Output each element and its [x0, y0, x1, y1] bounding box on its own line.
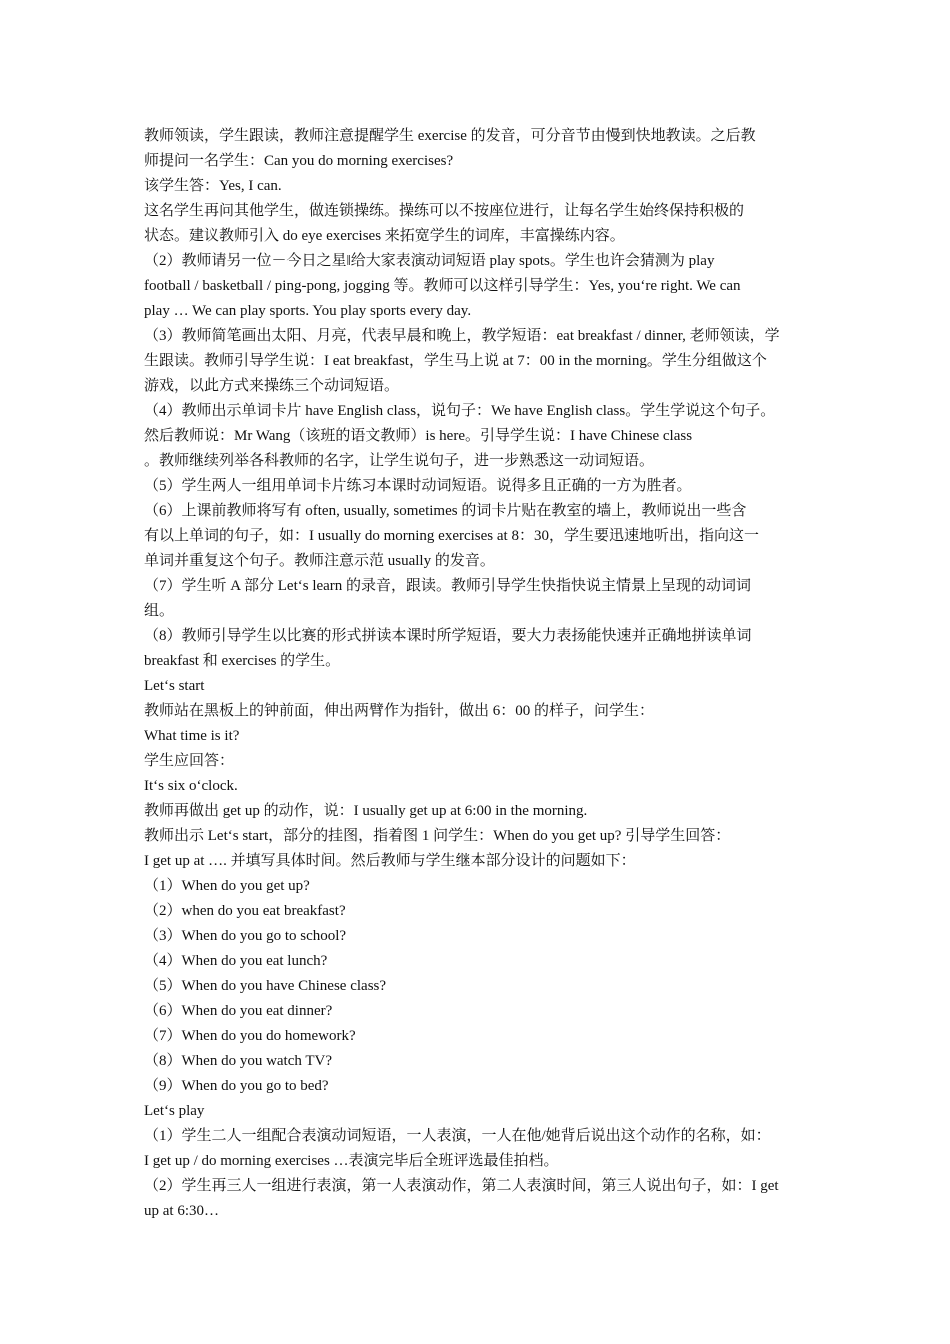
text-line: （4）教师出示单词卡片 have English class，说句子：We have English class。学生学说这个句子。 — [144, 403, 776, 419]
text-line: （5）学生两人一组用单词卡片练习本课时动词短语。说得多且正确的一方为胜者。 — [144, 478, 692, 494]
text-line: 单词并重复这个句子。教师注意示范 usually 的发音。 — [144, 553, 495, 569]
question-item: （7）When do you do homework? — [144, 1028, 356, 1044]
text-line: 然后教师说：Mr Wang（该班的语文教师）is here。引导学生说：I have Chinese class — [144, 428, 693, 444]
text-line: 学生应回答： — [144, 753, 235, 769]
text-line: 状态。建议教师引入 do eye exercises 来拓宽学生的词库，丰富操练内容。 — [144, 228, 625, 244]
text-line: （1）学生二人一组配合表演动词短语，一人表演，一人在他/她背后说出这个动作的名称，如： — [144, 1128, 771, 1144]
text-line: 有以上单词的句子，如：I usually do morning exercises at 8：30，学生要迅速地听出，指向这一 — [144, 528, 759, 544]
text-line: 师提问一名学生：Can you do morning exercises? — [144, 153, 454, 169]
text-line: 该学生答：Yes, I can. — [144, 178, 282, 194]
question-item: （1）When do you get up? — [144, 878, 310, 894]
text-line: （2）学生再三人一组进行表演，第一人表演动作，第二人表演时间，第三人说出句子，如：I get — [144, 1178, 779, 1194]
question-item: （9）When do you go to bed? — [144, 1078, 329, 1094]
text-line: breakfast 和 exercises 的学生。 — [144, 653, 341, 669]
text-line: 游戏，以此方式来操练三个动词短语。 — [144, 378, 400, 394]
section-heading: Let‘s start — [144, 678, 205, 694]
text-line: football / basketball / ping-pong, jogging 等。教师可以这样引导学生：Yes, you‘re right. We can — [144, 278, 741, 294]
text-line: I get up at …. 并填写具体时间。然后教师与学生继本部分设计的问题如下： — [144, 853, 636, 869]
question-item: （5）When do you have Chinese class? — [144, 978, 387, 994]
text-line: 组。 — [144, 603, 175, 619]
text-line: What time is it? — [144, 728, 240, 744]
text-line: 教师站在黑板上的钟前面，伸出两臂作为指针，做出 6：00 的样子，问学生： — [144, 703, 655, 719]
text-line: It‘s six o‘clock. — [144, 778, 238, 794]
text-line: 生跟读。教师引导学生说：I eat breakfast，学生马上说 at 7：00 in the morning。学生分组做这个 — [144, 353, 767, 369]
text-line: 教师出示 Let‘s start，部分的挂图，指着图 1 问学生：When do you get up? 引导学生回答： — [144, 828, 731, 844]
text-line: 教师领读，学生跟读，教师注意提醒学生 exercise 的发音，可分音节由慢到快地教读。之后教 — [144, 128, 756, 144]
question-item: （8）When do you watch TV? — [144, 1053, 333, 1069]
section-heading: Let‘s play — [144, 1103, 205, 1119]
text-line: I get up / do morning exercises …表演完毕后全班评选最佳拍档。 — [144, 1153, 559, 1169]
text-line: 教师再做出 get up 的动作，说：I usually get up at 6:00 in the morning. — [144, 803, 588, 819]
text-line: 。教师继续列举各科教师的名字，让学生说句子，进一步熟悉这一动词短语。 — [144, 453, 655, 469]
question-item: （3）When do you go to school? — [144, 928, 347, 944]
text-line: up at 6:30… — [144, 1203, 219, 1219]
question-item: （2）when do you eat breakfast? — [144, 903, 346, 919]
text-line: （7）学生听 A 部分 Let‘s learn 的录音，跟读。教师引导学生快指快说主情景上呈现的动词词 — [144, 578, 752, 594]
text-line: （3）教师简笔画出太阳、月亮，代表早晨和晚上，教学短语：eat breakfast / dinner, 老师领读，学 — [144, 328, 780, 344]
text-line: play … We can play sports. You play sports every day. — [144, 303, 472, 319]
question-item: （6）When do you eat dinner? — [144, 1003, 333, 1019]
text-line: （8）教师引导学生以比赛的形式拼读本课时所学短语，要大力表扬能快速并正确地拼读单词 — [144, 628, 752, 644]
document-body — [144, 124, 816, 1224]
text-line: 这名学生再问其他学生，做连锁操练。操练可以不按座位进行，让每名学生始终保持积极的 — [144, 203, 745, 219]
text-line: （6）上课前教师将写有 often, usually, sometimes 的词卡片贴在教室的墙上，教师说出一些含 — [144, 503, 747, 519]
text-line: （2）教师请另一位－今日之星‖给大家表演动词短语 play spots。学生也许会猜测为 play — [144, 253, 715, 269]
question-item: （4）When do you eat lunch? — [144, 953, 328, 969]
